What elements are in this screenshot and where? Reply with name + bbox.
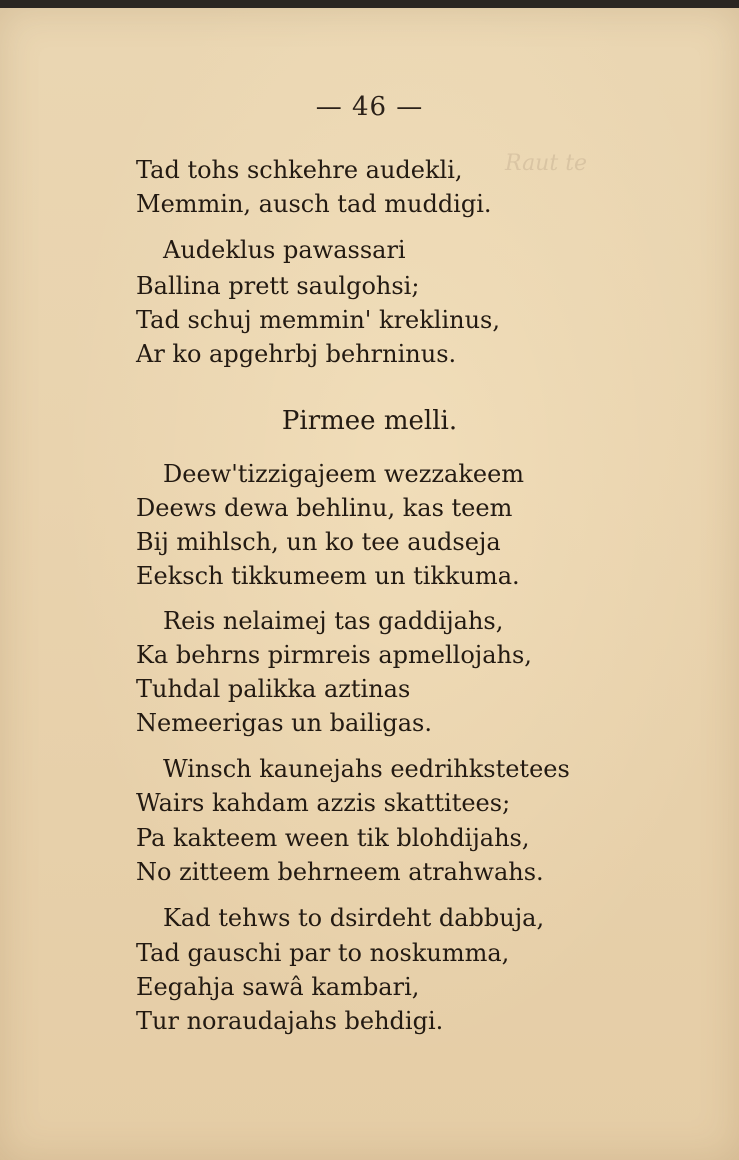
poem-line: Reis nelaimej tas gaddijahs, (163, 607, 504, 635)
poem-line: Eeksch tikkumeem un tikkuma. (136, 562, 520, 590)
poem-line: Tad schuj memmin' kreklinus, (136, 306, 500, 334)
poem-line: Ka behrns pirmreis apmellojahs, (136, 641, 532, 669)
show-through-text: Raut te (505, 151, 588, 176)
poem-line: Ballina prett saulgohsi; (136, 272, 420, 300)
poem-line: Kad tehws to dsirdeht dabbuja, (163, 904, 545, 932)
poem-heading: Pirmee melli. (281, 406, 458, 436)
poem-line: Bij mihlsch, un ko tee audseja (136, 528, 501, 556)
poem-line: Eegahja sawâ kambari, (136, 973, 420, 1001)
poem-line: Nemeerigas un bailigas. (136, 709, 432, 737)
poem-line: Tad tohs schkehre audekli, (136, 156, 463, 184)
poem-line: Ar ko apgehrbj behrninus. (136, 340, 457, 368)
poem-line: Audeklus pawassari (163, 236, 406, 264)
book-page (0, 8, 739, 1160)
page-number: — 46 — (315, 92, 424, 122)
poem-line: No zitteem behrneem atrahwahs. (136, 858, 544, 886)
poem-line: Tad gauschi par to noskumma, (136, 939, 510, 967)
poem-line: Tuhdal palikka aztinas (136, 675, 411, 703)
poem-line: Wairs kahdam azzis skattitees; (136, 789, 511, 817)
poem-line: Memmin, ausch tad muddigi. (136, 190, 492, 218)
poem-line: Pa kakteem ween tik blohdijahs, (136, 824, 530, 852)
poem-line: Winsch kaunejahs eedrihkstetees (163, 755, 570, 783)
poem-line: Tur noraudajahs behdigi. (136, 1007, 444, 1035)
poem-line: Deews dewa behlinu, kas teem (136, 494, 513, 522)
poem-line: Deew'tizzigajeem wezzakeem (163, 460, 525, 488)
